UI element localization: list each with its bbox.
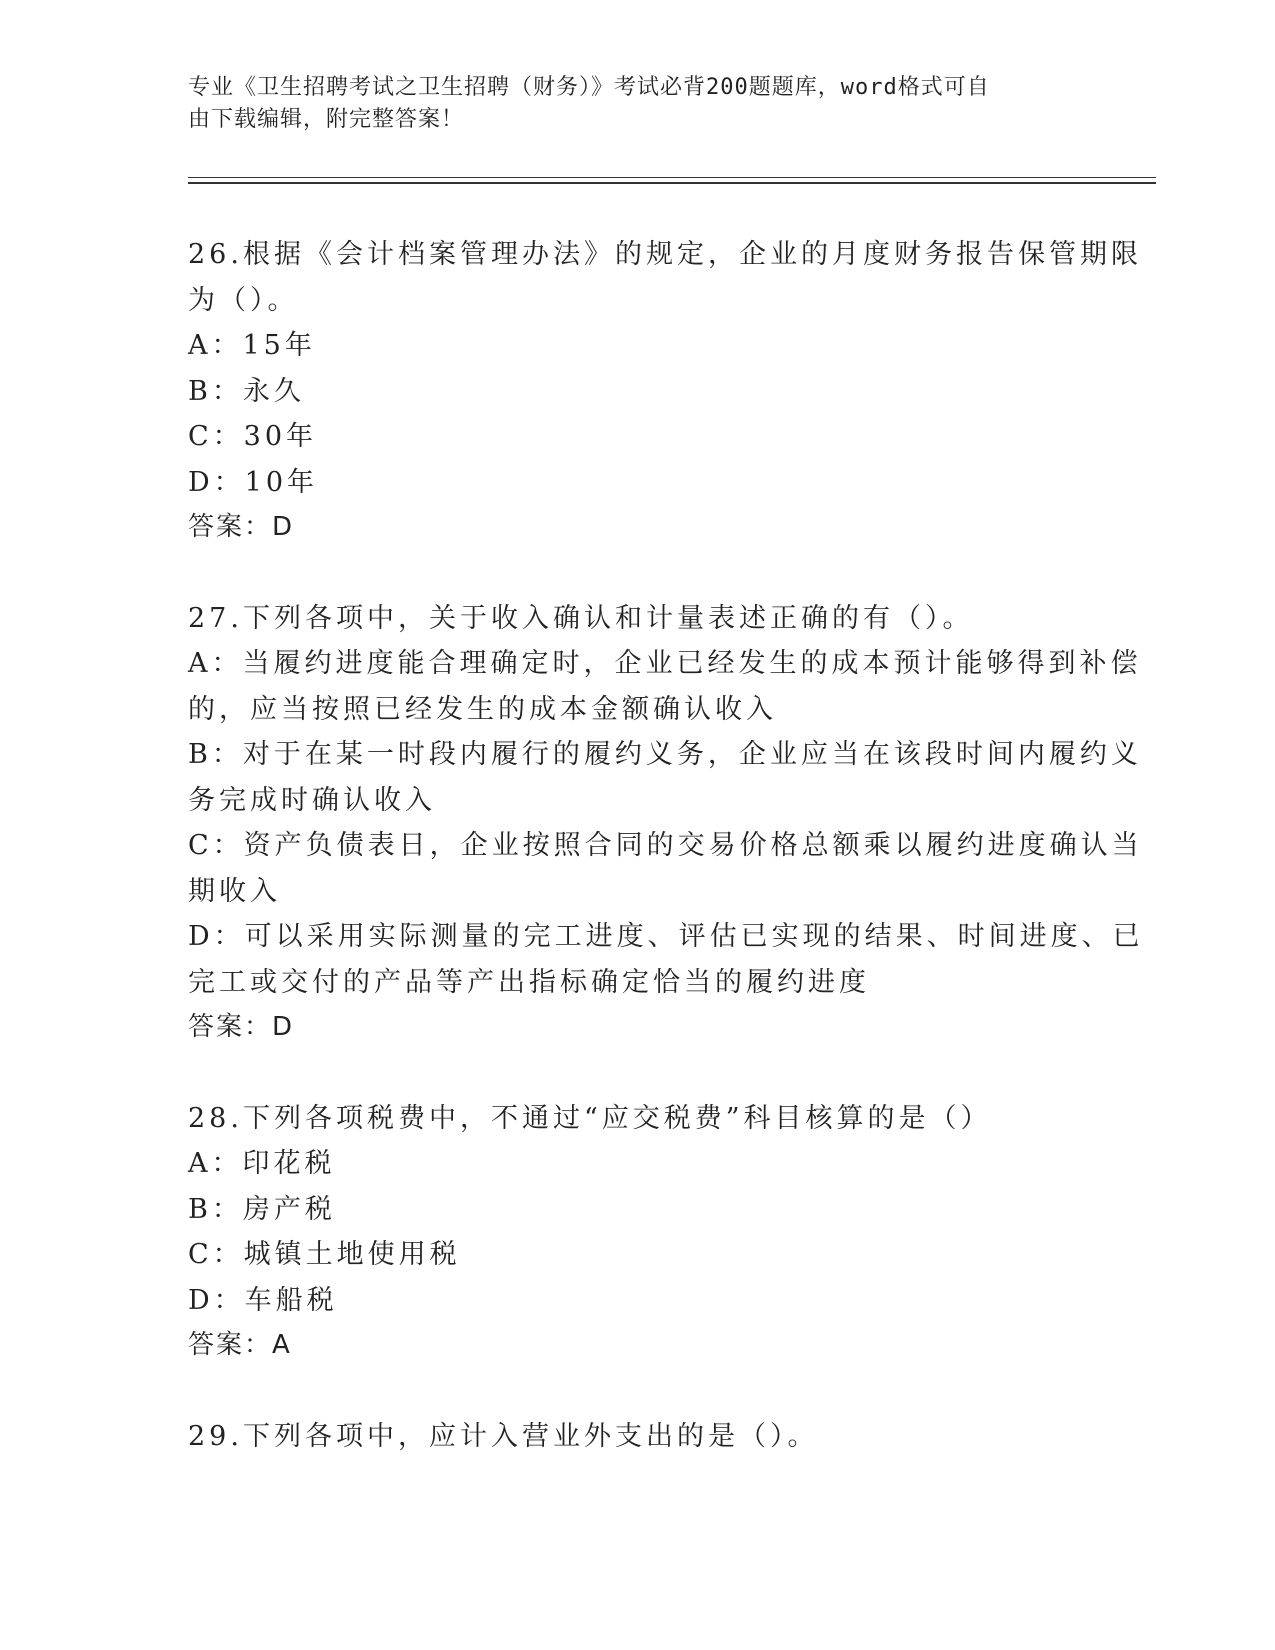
header-divider xyxy=(188,177,1156,178)
question-list xyxy=(188,232,1144,1504)
document-header xyxy=(188,72,1068,136)
question-stem: 为（）。 xyxy=(188,284,299,316)
option-b: B：对于在某一时段内履行的履约义务，企业应当在该段时间内履约义 xyxy=(188,739,1142,770)
question-stem: 27.下列各项中，关于收入确认和计量表述正确的有（）。 xyxy=(188,602,974,634)
question-stem: 28.下列各项税费中，不通过“应交税费”科目核算的是（） xyxy=(188,1102,992,1134)
option-c: C：资产负债表日，企业按照合同的交易价格总额乘以履约进度确认当 xyxy=(188,830,1143,861)
option-a: A：印花税 xyxy=(188,1148,336,1179)
header-line: 由下载编辑，附完整答案！ xyxy=(188,107,465,132)
option-d: D：10年 xyxy=(188,466,319,498)
answer-label: 答案：D xyxy=(188,1012,295,1042)
question-item xyxy=(188,596,1144,1051)
question-item xyxy=(188,1414,1088,1460)
option-d: D：可以采用实际测量的完工进度、评估已实现的结果、时间进度、已 xyxy=(188,921,1144,952)
option-b: B：永久 xyxy=(188,375,305,407)
header-line: 专业《卫生招聘考试之卫生招聘（财务）》考试必背200题题库，word格式可自 xyxy=(188,75,990,100)
option-a: A：15年 xyxy=(188,330,316,361)
question-stem: 26.根据《会计档案管理办法》的规定，企业的月度财务报告保管期限 xyxy=(188,239,1142,270)
option-c: C：城镇土地使用税 xyxy=(188,1239,461,1270)
option-c: C：30年 xyxy=(188,421,318,452)
option-a: 的，应当按照已经发生的成本金额确认收入 xyxy=(188,693,777,725)
header-divider xyxy=(188,182,1156,184)
question-stem: 29.下列各项中，应计入营业外支出的是（）。 xyxy=(188,1420,819,1452)
question-item xyxy=(188,232,1142,551)
option-b: B：房产税 xyxy=(188,1193,336,1225)
option-d: 完工或交付的产品等产出指标确定恰当的履约进度 xyxy=(188,966,870,998)
option-a: A：当履约进度能合理确定时，企业已经发生的成本预计能够得到补偿 xyxy=(188,648,1142,679)
question-item xyxy=(188,1096,1088,1369)
answer-label: 答案：A xyxy=(188,1330,292,1360)
option-d: D：车船税 xyxy=(188,1284,338,1316)
option-b: 务完成时确认收入 xyxy=(188,784,436,816)
option-c: 期收入 xyxy=(188,875,281,907)
answer-label: 答案：D xyxy=(188,512,295,542)
